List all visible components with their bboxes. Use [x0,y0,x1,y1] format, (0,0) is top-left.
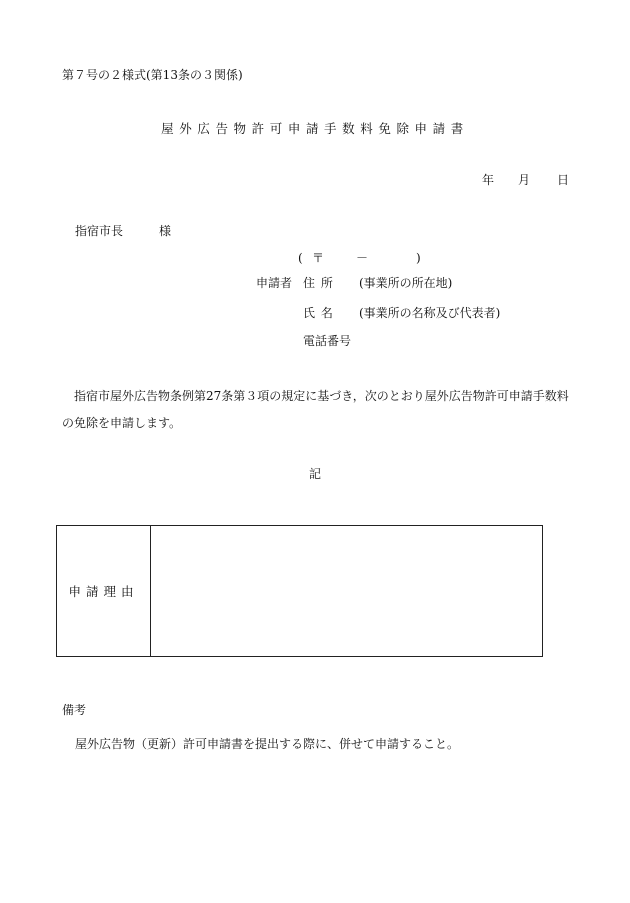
ki-heading: 記 [308,467,321,481]
applicant-label: 申請者 [256,276,293,290]
address-note: (事業所の所在地) [359,276,453,290]
address-label: 住 所 [303,276,334,290]
document-title: 屋外広告物許可申請手数料免除申請書 [161,121,469,136]
postal-open-paren: ( [298,251,303,265]
reason-label: 申請理由 [68,584,139,599]
reason-table [56,525,543,657]
date-year-label: 年 [482,173,495,187]
date-line [482,172,569,188]
remarks-text: 屋外広告物（更新）許可申請書を提出する際に、併せて申請すること。 [75,737,460,751]
name-row [303,305,500,321]
phone-row [303,333,351,349]
postal-code-line [298,250,421,266]
reason-input-area[interactable] [151,526,542,656]
reason-label-cell [57,526,151,656]
postal-close-paren: ) [416,251,421,265]
form-number: 第７号の２様式(第13条の３関係) [62,68,243,82]
postal-dash: － [356,251,369,265]
date-day-label: 日 [557,173,570,187]
addressee [75,223,171,239]
addressee-honorific: 様 [159,224,172,238]
remarks-title: 備考 [62,703,87,717]
postal-mark-icon: 〒 [312,251,325,265]
name-label: 氏 名 [303,306,334,320]
phone-label: 電話番号 [303,334,352,348]
addressee-name: 指宿市長 [75,224,124,238]
address-row [303,275,452,291]
date-month-label: 月 [518,173,531,187]
name-note: (事業所の名称及び代表者) [359,306,501,320]
body-paragraph: 指宿市屋外広告物条例第27条第３項の規定に基づき，次のとおり屋外広告物許可申請手数料の免除を申請します。 [62,389,569,430]
